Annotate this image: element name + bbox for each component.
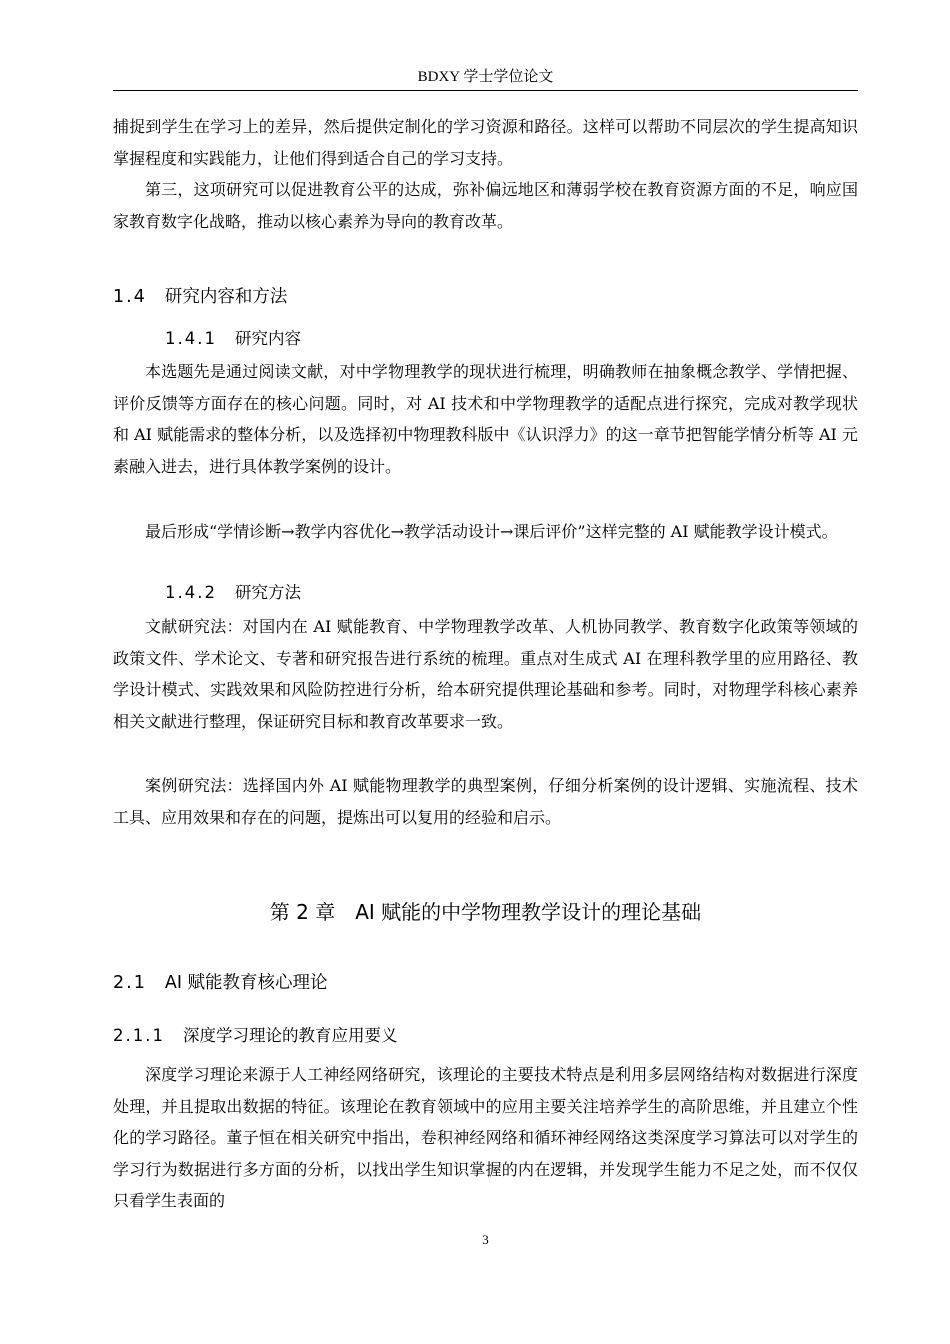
section-title: AI 赋能教育核心理论 xyxy=(164,973,328,993)
section-number: 1.4 xyxy=(113,287,147,307)
section-heading-2-1 xyxy=(113,969,858,997)
subsection-title: 深度学习理论的教育应用要义 xyxy=(182,1026,398,1045)
section-heading-1-4 xyxy=(113,283,858,311)
paragraph-case-method: 案例研究法：选择国内外 AI 赋能物理教学的典型案例，仔细分析案例的设计逻辑、实施流程、技术工具、应用效果和存在的问题，提炼出可以复用的经验和启示。 xyxy=(113,776,858,827)
subsection-heading-2-1-1 xyxy=(113,1022,858,1050)
subsection-heading-1-4-2 xyxy=(113,579,910,607)
subsection-heading-1-4-1 xyxy=(113,325,910,353)
subsection-number: 2.1.1 xyxy=(113,1026,165,1045)
paragraph-continuation: 捕捉到学生在学习上的差异，然后提供定制化的学习资源和路径。这样可以帮助不同层次的学生提高知识掌握程度和实践能力，让他们得到适合自己的学习支持。 xyxy=(113,117,858,168)
chapter-heading: 第 2 章 AI 赋能的中学物理教学设计的理论基础 xyxy=(269,900,702,924)
paragraph-third-point: 第三，这项研究可以促进教育公平的达成，弥补偏远地区和薄弱学校在教育资源方面的不足，响应国家教育数字化战略，推动以核心素养为导向的教育改革。 xyxy=(113,180,858,231)
paragraph-literature-method: 文献研究法：对国内在 AI 赋能教育、中学物理教学改革、人机协同教学、教育数字化政策等领域的政策文件、学术论文、专著和研究报告进行系统的梳理。重点对生成式 AI 在理科教学里的应用路径、教学设计模式、实践效果和风险防控进行分析，给本研究提供理论基础和参考。同时，对物理学科核心素养相关文献进行整理，保证研究目标和教育改革要求一致。 xyxy=(113,617,858,731)
running-header: BDXY 学士学位论文 xyxy=(417,69,554,85)
paragraph-deep-learning: 深度学习理论来源于人工神经网络研究，该理论的主要技术特点是利用多层网络结构对数据进行深度处理，并且提取出数据的特征。该理论在教育领域中的应用主要关注培养学生的高阶思维，并且建立个性化的学习路径。董子恒在相关研究中指出，卷积神经网络和循环神经网络这类深度学习算法可以对学生的学习行为数据进行多方面的分析，以找出学生知识掌握的内在逻辑，并发现学生能力不足之处，而不仅仅只看学生表面的 xyxy=(113,1065,858,1210)
paragraph-teaching-model: 最后形成“学情诊断→教学内容优化→教学活动设计→课后评价”这样完整的 AI 赋能教学设计模式。 xyxy=(145,522,838,541)
paragraph-research-content: 本选题先是通过阅读文献，对中学物理教学的现状进行梳理，明确教师在抽象概念教学、学情把握、评价反馈等方面存在的核心问题。同时，对 AI 技术和中学物理教学的适配点进行探究，完成对教学现状和 AI 赋能需求的整体分析，以及选择初中物理教科版中《认识浮力》的这一章节把智能学情分析等 AI 元素融入进去，进行具体教学案例的设计。 xyxy=(113,362,858,476)
subsection-title: 研究方法 xyxy=(234,583,301,602)
subsection-number: 1.4.1 xyxy=(165,329,217,348)
subsection-number: 1.4.2 xyxy=(165,583,217,602)
section-title: 研究内容和方法 xyxy=(164,287,288,307)
subsection-title: 研究内容 xyxy=(234,329,301,348)
header-rule xyxy=(113,90,858,91)
page-number: 3 xyxy=(482,1232,489,1247)
section-number: 2.1 xyxy=(113,973,147,993)
